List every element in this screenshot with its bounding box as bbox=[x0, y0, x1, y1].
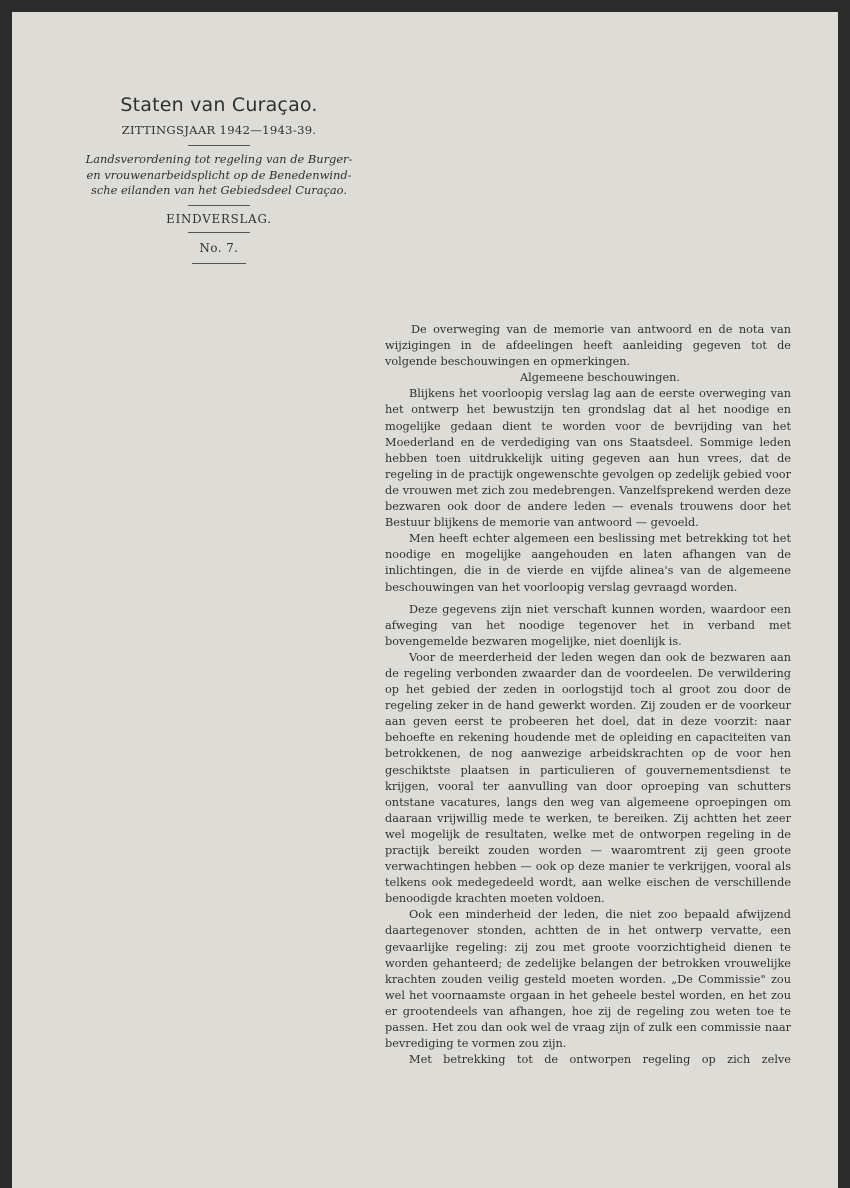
document-page bbox=[12, 12, 838, 1188]
session-year: ZITTINGSJAAR 1942—1943-39. bbox=[121, 123, 317, 137]
section-heading: Algemeene beschouwingen. bbox=[519, 371, 681, 385]
report-type: EINDVERSLAG. bbox=[166, 211, 272, 226]
subject-line: sche eilanden van het Gebiedsdeel Curaçao. bbox=[91, 183, 347, 197]
header-divider bbox=[192, 263, 246, 264]
intro-paragraph: De overweging van de memorie van antwoord en de nota van wijzigingen in de afdeelingen heeft aanleiding gegeven tot de volgende beschouwingen en opmerkingen. bbox=[385, 323, 791, 369]
subject-line: Landsverordening tot regeling van de Burger- bbox=[85, 152, 353, 166]
subject-line: en vrouwenarbeidsplicht op de Benedenwind- bbox=[86, 167, 352, 182]
header-divider bbox=[188, 205, 250, 206]
header-divider bbox=[188, 145, 250, 146]
document-header bbox=[64, 90, 374, 270]
document-title: Staten van Curaçao. bbox=[120, 94, 318, 116]
body-paragraph: Met betrekking tot de ontworpen regeling op zich zelve bbox=[409, 1053, 791, 1067]
body-paragraph: Voor de meerderheid der leden wegen dan ook de bezwaren aan de regeling verbonden zwaarder dan de voordeelen. De verwildering op het gebied der zeden in oorlogstijd toch al groot zou door de regeling zeker in de hand gewerkt worden. Zij zouden er de voorkeur aan geven eerst te probeeren het doel, dat in deze voorzit: naar behoefte en rekening houdende met de opleiding en capaciteiten van betrokkenen, de nog aanwezige arbeidskrachten op de voor hen geschiktste plaatsen in particulieren of gouvernementsdienst te krijgen, vooral ter aanvulling van door oproeping van schutters ontstane vacatures, langs den weg van algemeene oproepingen om daaraan vrijwillig mede te werken, te bereiken. Zij achtten het zeer wel mogelijk de resultaten, welke met de ontworpen regeling in de practijk bereikt zouden worden — waaromtrent zij geen groote verwachtingen hebben — ook op deze manier te verkrijgen, vooral als telkens ook medegedeeld wordt, aan welke eischen de verschillende benoodigde krachten moeten voldoen. bbox=[385, 650, 791, 906]
document-number: No. 7. bbox=[199, 240, 239, 255]
body-paragraph: Blijkens het voorloopig verslag lag aan de eerste overweging van het ontwerp het bewustzijn ten grondslag dat al het noodige en mogelijke gedaan dient te worden voor de bevrijding van het Moederland en de verdediging van ons Staatsdeel. Sommige leden hebben toen uitdrukkelijk uiting gegeven aan hun vrees, dat de regeling in de practijk ongewenschte gevolgen op zedelijk gebied voor de vrouwen met zich zou medebrengen. Vanzelfsprekend werden deze bezwaren ook door de andere leden — evenals trouwens door het Bestuur blijkens de memorie van antwoord — gevoeld. bbox=[385, 387, 791, 530]
body-paragraph: Men heeft echter algemeen een beslissing met betrekking tot het noodige en mogelijke aangehouden en laten afhangen van de inlichtingen, die in de vierde en vijfde alinea's van de algemeene beschouwingen van het voorloopig verslag gevraagd worden. bbox=[385, 532, 791, 594]
body-paragraph: Ook een minderheid der leden, die niet zoo bepaald afwijzend daartegenover stonden, achtten de in het ontwerp vervatte, een gevaarlijke regeling: zij zou met groote voorzichtigheid dienen te worden gehanteerd; de zedelijke belangen der betrokken vrouwelijke krachten zouden veilig gesteld moeten worden. „De Commissie" zou wel het voornaamste orgaan in het geheele bestel worden, en het zou er grootendeels van afhangen, hoe zij de regeling zou weten toe te passen. Het zou dan ook wel de vraag zijn of zulk een commissie naar bevrediging te vormen zou zijn. bbox=[385, 908, 791, 1051]
body-paragraph: Deze gegevens zijn niet verschaft kunnen worden, waardoor een afweging van het noodige tegenover het in verband met bovengemelde bezwaren mogelijke, niet doenlijk is. bbox=[385, 602, 791, 648]
body-text bbox=[385, 322, 791, 1068]
header-divider bbox=[188, 232, 250, 233]
document-subject bbox=[64, 152, 374, 199]
